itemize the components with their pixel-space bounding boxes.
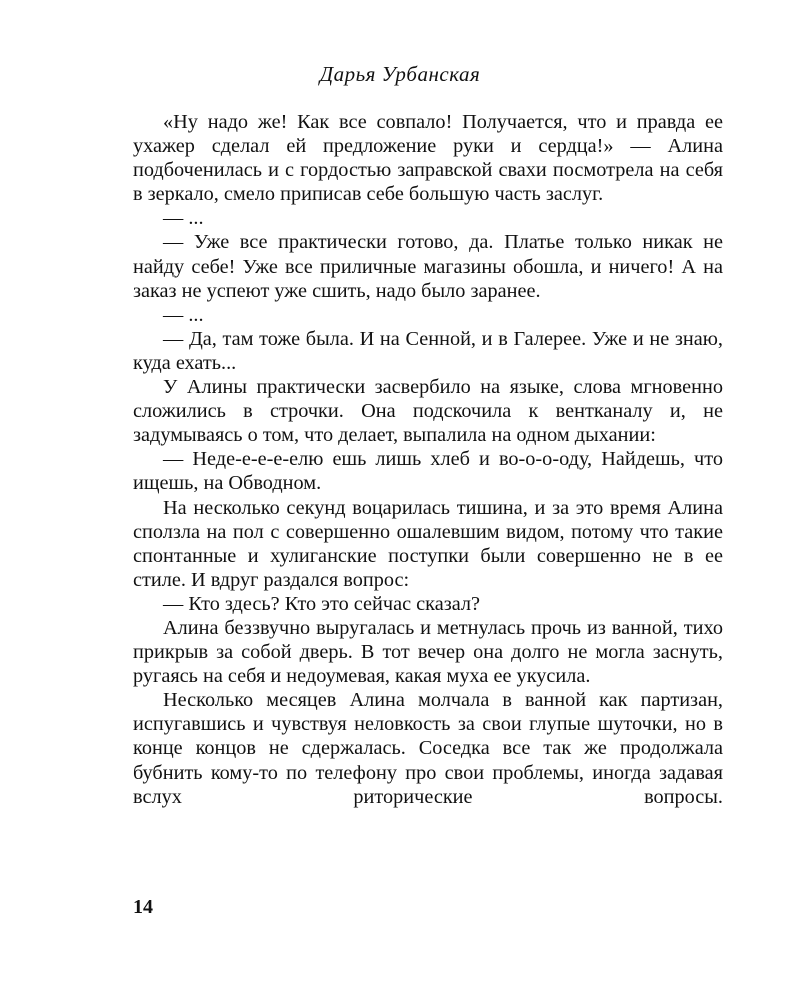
paragraph: На несколько секунд воцарилась тишина, и за это время Алина сползла на пол с совершенно ошалевшим видом, потому что такие спонтанные и хулиганские поступки были совершенно не в ее стиле. И вдруг раздался вопрос:: [133, 496, 723, 591]
paragraph: — Кто здесь? Кто это сейчас сказал?: [163, 592, 481, 615]
paragraph: — Да, там тоже была. И на Сенной, и в Галерее. Уже и не знаю, куда ехать...: [133, 327, 723, 374]
paragraph: У Алины практически засвербило на языке, слова мгновенно сложились в строчки. Она подскочила к вентканалу и, не задумываясь о том, что делает, выпалила на одном дыхании:: [133, 376, 723, 447]
paragraph: — ...: [163, 303, 204, 326]
page-number: 14: [133, 896, 153, 918]
paragraph: — Уже все практически готово, да. Платье только никак не найду себе! Уже все приличные магазины обошла, и ничего! А на заказ не успеют уже сшить, надо было заранее.: [133, 231, 723, 302]
paragraph: Алина беззвучно выругалась и метнулась прочь из ванной, тихо прикрыв за собой дверь. В тот вечер она долго не могла заснуть, ругаясь на себя и недоумевая, какая муха ее укусила.: [133, 616, 723, 688]
text-body: [133, 110, 723, 809]
paragraph: — ...: [163, 207, 204, 230]
paragraph: Несколько месяцев Алина молчала в ванной как партизан, испугавшись и чувствуя неловкость за свои глупые шуточки, но в конце концов не сдержалась. Соседка все так же продолжала бубнить кому-то по телефону про свои проблемы, иногда задавая вслух риторические вопросы.: [133, 689, 723, 808]
paragraph: «Ну надо же! Как все совпало! Получается, что и правда ее ухажер сделал ей предложение руки и сердца!» — Алина подбоченилась и с гордостью заправской свахи посмотрела на себя в зеркало, смело приписав себе большую часть заслуг.: [133, 111, 723, 206]
paragraph: — Неде-е-е-е-елю ешь лишь хлеб и во-о-о-оду, Найдешь, что ищешь, на Обводном.: [133, 448, 723, 495]
running-header-author: Дарья Урбанская: [319, 62, 481, 86]
